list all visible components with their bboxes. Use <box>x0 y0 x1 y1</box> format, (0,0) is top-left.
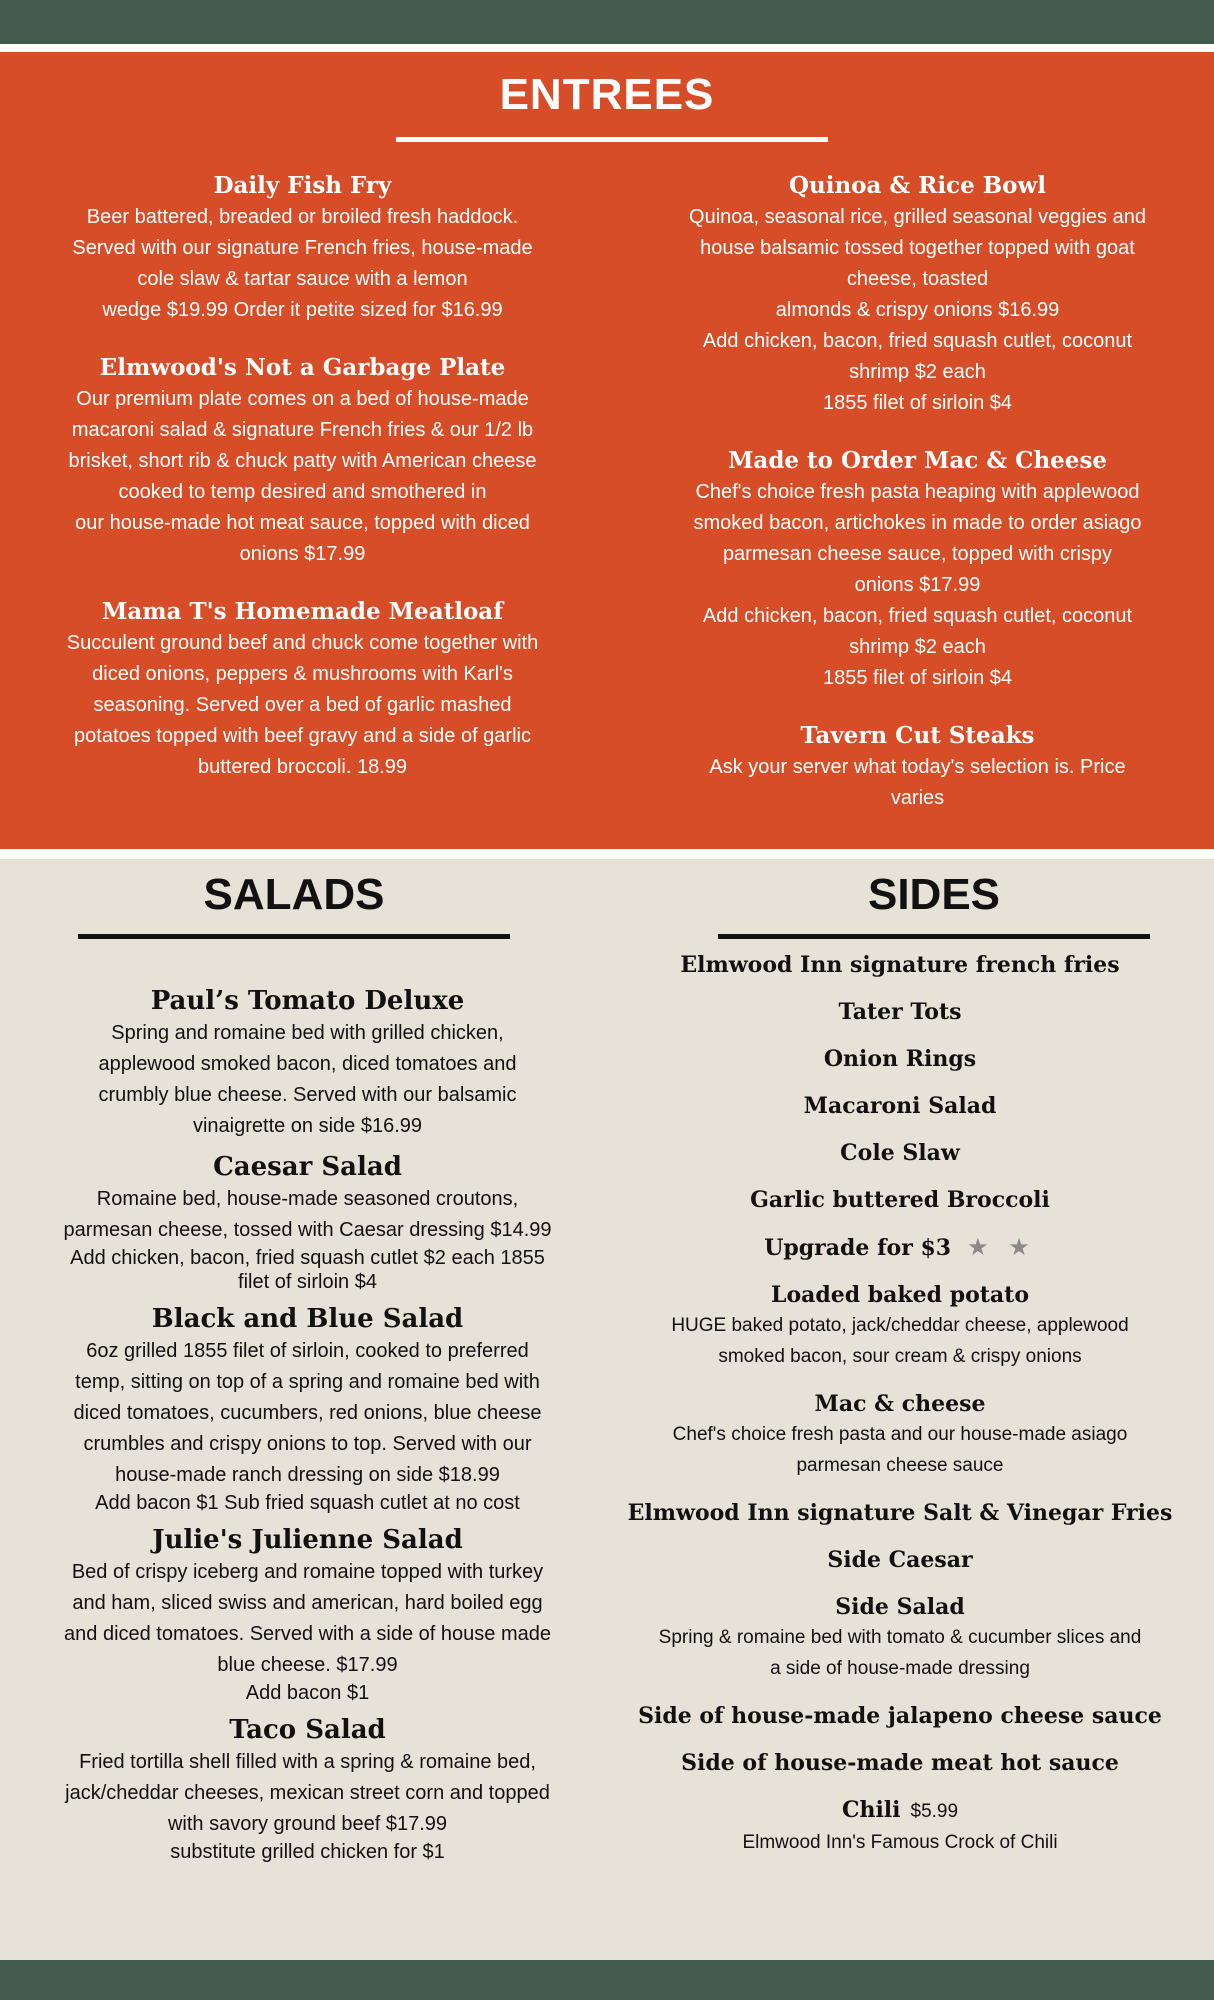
item-description <box>30 1018 585 1142</box>
description-line: varies <box>890 787 945 809</box>
menu-item <box>30 1523 585 1705</box>
menu-item <box>655 720 1180 814</box>
item-name <box>620 1044 1180 1074</box>
item-name <box>40 170 565 202</box>
item-name-text: Tater Tots <box>838 999 962 1025</box>
description-line: jack/cheddar cheeses, mexican street corn and topped <box>65 1782 550 1804</box>
description-line: buttered broccoli. 18.99 <box>197 756 408 778</box>
item-name <box>620 1280 1180 1310</box>
description-line: Served with our signature French fries, house-made <box>72 237 533 259</box>
item-addon <box>30 1840 585 1864</box>
item-price: $5.99 <box>910 1801 959 1822</box>
item-name-text: Elmwood's Not a Garbage Plate <box>99 354 506 381</box>
salads-column <box>30 984 585 1872</box>
item-name <box>40 596 565 628</box>
description-line: Spring and romaine bed with grilled chicken, <box>111 1022 504 1044</box>
entrees-left-column <box>40 170 565 809</box>
menu-item <box>30 1302 585 1515</box>
description-line: Elmwood Inn's Famous Crock of Chili <box>742 1832 1058 1853</box>
item-name <box>620 1185 1180 1215</box>
menu-item <box>620 1545 1180 1575</box>
description-line: onions $17.99 <box>239 543 366 565</box>
top-divider <box>0 44 1214 52</box>
salads-title: SALADS <box>203 870 385 919</box>
menu-item <box>30 1150 585 1294</box>
item-name-text: Tavern Cut Steaks <box>800 722 1035 749</box>
item-name-text: Mama T's Homemade Meatloaf <box>101 598 504 625</box>
addon-line: Add chicken, bacon, fried squash cutlet $2 each 1855 <box>70 1247 545 1269</box>
item-name <box>30 984 585 1018</box>
top-bar <box>0 0 1214 44</box>
item-name-text: Loaded baked potato <box>770 1282 1030 1308</box>
description-line: Bed of crispy iceberg and romaine topped with turkey <box>71 1561 544 1583</box>
item-name-text: Made to Order Mac & Cheese <box>727 447 1108 474</box>
description-line: and ham, sliced swiss and american, hard boiled egg <box>72 1592 543 1614</box>
description-line: Spring & romaine bed with tomato & cucumber slices and <box>658 1627 1142 1648</box>
item-name <box>620 1748 1180 1778</box>
item-name-text: Elmwood Inn signature Salt & Vinegar Fries <box>627 1500 1173 1526</box>
item-name <box>30 1713 585 1747</box>
menu-item <box>620 997 1180 1027</box>
description-line: applewood smoked bacon, diced tomatoes and <box>98 1053 517 1075</box>
item-name-text: Macaroni Salad <box>803 1093 997 1119</box>
item-name <box>620 1545 1180 1575</box>
description-line: brisket, short rib & chuck patty with American cheese <box>68 450 537 472</box>
description-line: 6oz grilled 1855 filet of sirloin, cooked to preferred <box>86 1340 529 1362</box>
item-name <box>620 1701 1180 1731</box>
menu-item <box>655 170 1180 419</box>
menu-item <box>620 1748 1180 1778</box>
item-name <box>30 1302 585 1336</box>
description-line: parmesan cheese, tossed with Caesar dressing $14.99 <box>63 1219 552 1241</box>
item-name <box>620 1091 1180 1121</box>
description-line: Add chicken, bacon, fried squash cutlet, coconut <box>702 605 1133 627</box>
menu-item <box>40 170 565 326</box>
salads-title-rule <box>78 934 510 939</box>
item-name-text: Upgrade for $3 <box>764 1235 952 1261</box>
item-description <box>40 202 565 326</box>
item-name <box>655 445 1180 477</box>
item-description <box>620 1827 1180 1858</box>
description-line: Romaine bed, house-made seasoned croutons, <box>96 1188 519 1210</box>
item-name <box>620 1232 1180 1263</box>
item-name-text: Chili <box>841 1797 901 1823</box>
menu-item <box>620 1701 1180 1731</box>
description-line: vinaigrette on side $16.99 <box>192 1115 423 1137</box>
item-name <box>620 1138 1180 1168</box>
entrees-title: ENTREES <box>499 70 715 119</box>
description-line: Chef's choice fresh pasta and our house-made asiago <box>672 1424 1128 1445</box>
item-name-text: Side of house-made jalapeno cheese sauce <box>638 1703 1162 1729</box>
item-description <box>620 1622 1180 1684</box>
menu-item <box>40 352 565 570</box>
item-addon <box>30 1246 585 1294</box>
item-name <box>620 1498 1180 1528</box>
item-name-text: Elmwood Inn signature french fries <box>680 952 1120 978</box>
item-name-text: Onion Rings <box>823 1046 977 1072</box>
item-name <box>30 1523 585 1557</box>
description-line: temp, sitting on top of a spring and romaine bed with <box>75 1371 540 1393</box>
item-description <box>40 628 565 783</box>
addon-line: Add bacon $1 <box>245 1682 370 1704</box>
description-line: 1855 filet of sirloin $4 <box>822 392 1012 414</box>
description-line: house balsamic tossed together topped with goat <box>700 237 1135 259</box>
item-name <box>655 720 1180 752</box>
description-line: Fried tortilla shell filled with a spring & romaine bed, <box>79 1751 536 1773</box>
addon-line: substitute grilled chicken for $1 <box>170 1841 445 1863</box>
item-name <box>620 997 1180 1027</box>
menu-item <box>620 1232 1180 1263</box>
item-name <box>620 1592 1180 1622</box>
item-description <box>655 202 1180 419</box>
description-line: parmesan cheese sauce <box>796 1455 1004 1476</box>
description-line: wedge $19.99 Order it petite sized for $16.99 <box>102 299 503 321</box>
description-line: diced onions, peppers & mushrooms with Karl's <box>92 663 513 685</box>
description-line: cooked to temp desired and smothered in <box>118 481 487 503</box>
description-line: cheese, toasted <box>846 268 989 290</box>
entrees-right-column <box>655 170 1180 840</box>
menu-item <box>620 1592 1180 1684</box>
description-line: almonds & crispy onions $16.99 <box>775 299 1060 321</box>
menu-item <box>620 1498 1180 1528</box>
description-line: house-made ranch dressing on side $18.99 <box>115 1464 500 1486</box>
description-line: onions $17.99 <box>854 574 981 596</box>
menu-item <box>620 1185 1180 1215</box>
item-addon <box>30 1681 585 1705</box>
item-name-text: Mac & cheese <box>814 1391 986 1417</box>
menu-item <box>620 1795 1180 1858</box>
menu-item <box>655 445 1180 694</box>
item-name-text: Cole Slaw <box>840 1140 960 1166</box>
section-divider <box>0 849 1214 859</box>
item-description <box>655 477 1180 694</box>
description-line: blue cheese. $17.99 <box>217 1654 398 1676</box>
item-description <box>620 1310 1180 1372</box>
description-line: 1855 filet of sirloin $4 <box>822 667 1012 689</box>
menu-item <box>30 984 585 1142</box>
item-name-text: Black and Blue Salad <box>151 1304 464 1334</box>
description-line: parmesan cheese sauce, topped with crispy <box>722 543 1113 565</box>
menu-item <box>620 1389 1180 1481</box>
menu-item <box>40 596 565 783</box>
entrees-section <box>0 52 1214 849</box>
item-name-text: Garlic buttered Broccoli <box>750 1187 1050 1213</box>
item-name-text: Side Caesar <box>827 1547 973 1573</box>
description-line: Ask your server what today's selection is. Price <box>709 756 1126 778</box>
item-name-text: Daily Fish Fry <box>213 172 392 199</box>
description-line: smoked bacon, artichokes in made to order asiago <box>693 512 1142 534</box>
description-line: our house-made hot meat sauce, topped with diced <box>75 512 530 534</box>
description-line: a side of house-made dressing <box>770 1658 1030 1679</box>
description-line: crumbly blue cheese. Served with our balsamic <box>98 1084 517 1106</box>
addon-line: filet of sirloin $4 <box>238 1271 377 1293</box>
addon-line: Add bacon $1 Sub fried squash cutlet at no cost <box>95 1492 520 1514</box>
description-line: shrimp $2 each <box>849 361 986 383</box>
menu-item <box>620 950 1180 980</box>
entrees-title-rule <box>396 137 828 142</box>
description-line: diced tomatoes, cucumbers, red onions, blue cheese <box>73 1402 542 1424</box>
description-line: seasoning. Served over a bed of garlic mashed <box>93 694 512 716</box>
item-name <box>620 950 1180 980</box>
item-name-text: Quinoa & Rice Bowl <box>788 172 1047 199</box>
menu-item <box>620 1280 1180 1372</box>
item-description <box>30 1184 585 1246</box>
item-name <box>30 1150 585 1184</box>
item-description <box>30 1557 585 1681</box>
item-description <box>620 1419 1180 1481</box>
menu-item <box>30 1713 585 1864</box>
item-description <box>30 1747 585 1840</box>
item-description <box>655 752 1180 814</box>
sides-column <box>620 950 1180 1875</box>
item-name <box>620 1389 1180 1419</box>
sides-title: SIDES <box>867 870 1001 919</box>
description-line: with savory ground beef $17.99 <box>167 1813 448 1835</box>
description-line: crumbles and crispy onions to top. Served with our <box>83 1433 532 1455</box>
description-line: Quinoa, seasonal rice, grilled seasonal veggies and <box>689 206 1146 228</box>
item-name-text: Side Salad <box>835 1594 965 1620</box>
menu-item <box>620 1138 1180 1168</box>
description-line: potatoes topped with beef gravy and a side of garlic <box>74 725 531 747</box>
star-icons: ★ ★ <box>967 1233 1036 1261</box>
description-line: Succulent ground beef and chuck come together with <box>66 632 539 654</box>
sides-title-rule <box>718 934 1150 939</box>
item-name-text: Julie's Julienne Salad <box>152 1525 463 1555</box>
description-line: smoked bacon, sour cream & crispy onions <box>718 1346 1082 1367</box>
item-name <box>620 1795 1180 1827</box>
description-line: Chef's choice fresh pasta heaping with applewood <box>695 481 1140 503</box>
item-name-text: Side of house-made meat hot sauce <box>681 1750 1119 1776</box>
item-name <box>40 352 565 384</box>
bottom-bar <box>0 1960 1214 2000</box>
item-name-text: Caesar Salad <box>213 1152 402 1182</box>
description-line: HUGE baked potato, jack/cheddar cheese, applewood <box>671 1315 1129 1336</box>
description-line: Add chicken, bacon, fried squash cutlet, coconut <box>702 330 1133 352</box>
description-line: shrimp $2 each <box>849 636 986 658</box>
menu-item <box>620 1044 1180 1074</box>
description-line: and diced tomatoes. Served with a side of house made <box>64 1623 551 1645</box>
menu-item <box>620 1091 1180 1121</box>
item-description <box>30 1336 585 1491</box>
description-line: macaroni salad & signature French fries & our 1/2 lb <box>71 419 534 441</box>
item-addon <box>30 1491 585 1515</box>
item-description <box>40 384 565 570</box>
description-line: Beer battered, breaded or broiled fresh haddock. <box>86 206 519 228</box>
item-name-text: Paul’s Tomato Deluxe <box>150 986 465 1016</box>
description-line: cole slaw & tartar sauce with a lemon <box>137 268 468 290</box>
description-line: Our premium plate comes on a bed of house-made <box>76 388 529 410</box>
item-name <box>655 170 1180 202</box>
item-name-text: Taco Salad <box>229 1715 386 1745</box>
